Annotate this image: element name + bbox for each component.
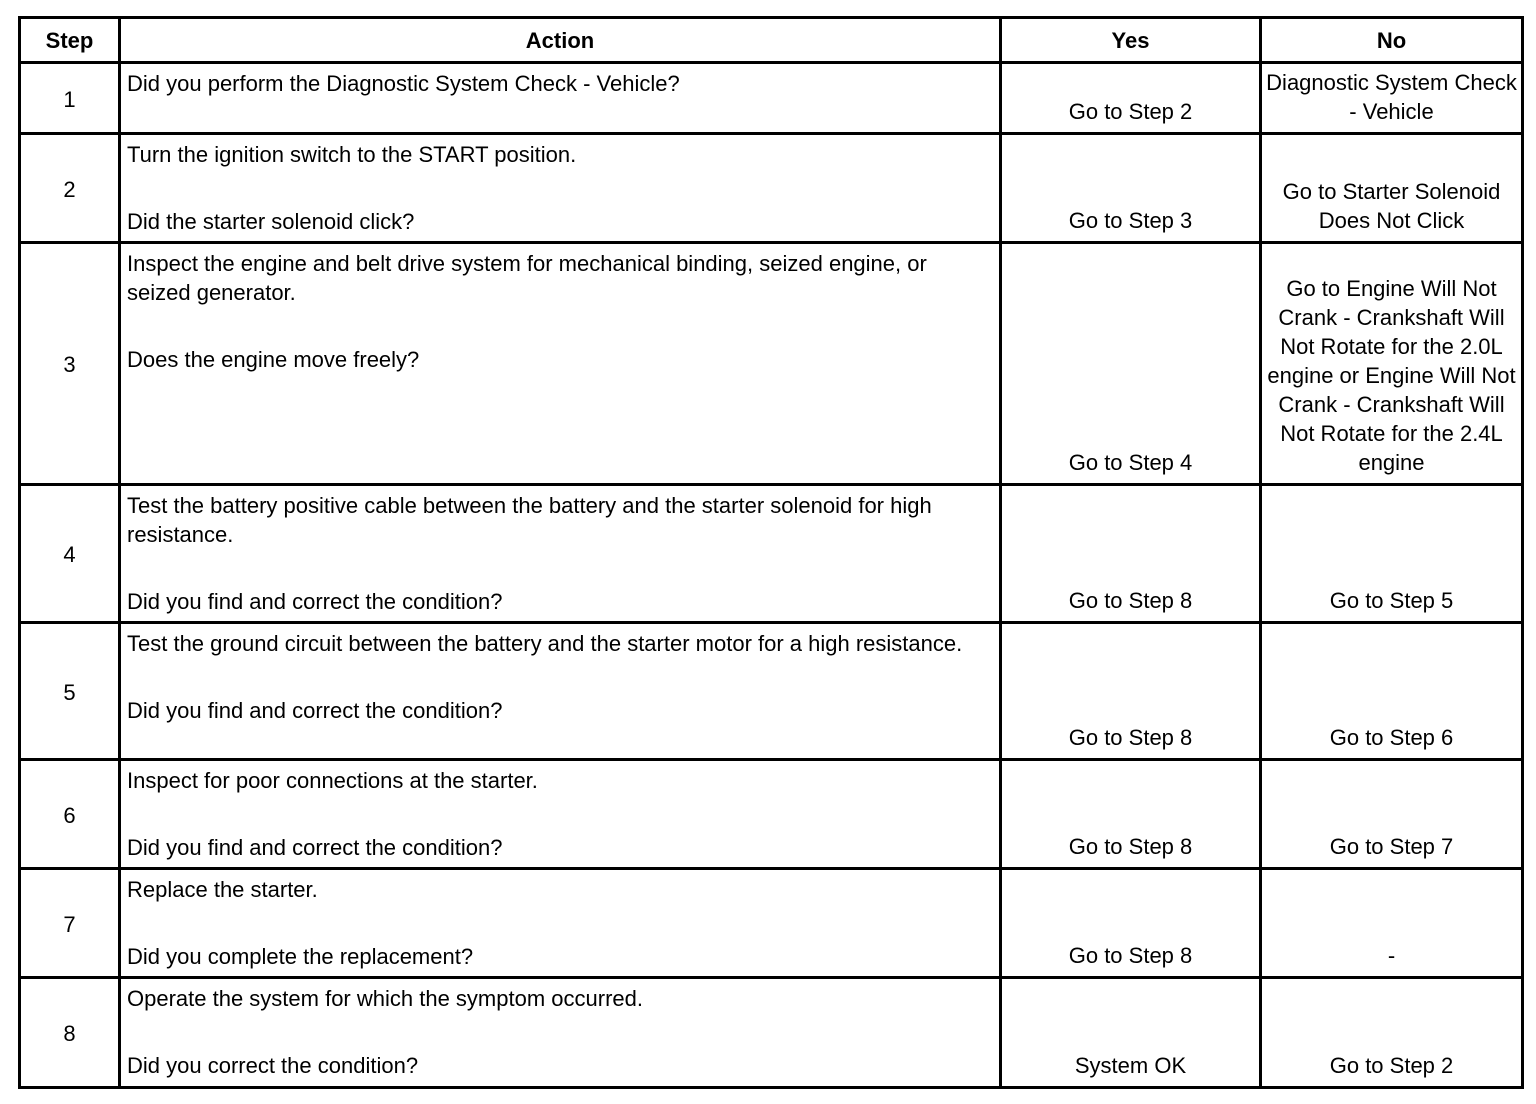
action-cell: [120, 485, 1001, 623]
action-question: Did you find and correct the condition?: [127, 835, 503, 860]
action-instruction: Test the ground circuit between the battery and the starter motor for a high resistance.: [127, 631, 963, 656]
yes-cell: System OK: [1001, 978, 1261, 1088]
action-question: Did you find and correct the condition?: [127, 589, 503, 614]
action-cell: [120, 978, 1001, 1088]
no-cell: Go to Step 2: [1261, 978, 1523, 1088]
table-row: [20, 760, 1523, 869]
action-question: Did you complete the replacement?: [127, 944, 474, 969]
action-question: Did you find and correct the condition?: [127, 698, 503, 723]
no-cell: -: [1261, 869, 1523, 978]
header-row: [20, 18, 1523, 63]
action-question: Did the starter solenoid click?: [127, 209, 415, 234]
table-row: [20, 63, 1523, 134]
action-instruction: Operate the system for which the symptom occurred.: [127, 986, 643, 1011]
no-cell: Go to Starter Solenoid Does Not Click: [1261, 134, 1523, 243]
action-instruction: Inspect for poor connections at the starter.: [127, 768, 538, 793]
table-row: [20, 485, 1523, 623]
yes-cell: Go to Step 8: [1001, 869, 1261, 978]
action-instruction: Inspect the engine and belt drive system for mechanical binding, seized engine, or seized generator.: [127, 251, 927, 305]
step-number: 8: [20, 978, 120, 1088]
action-instruction: Did you perform the Diagnostic System Check - Vehicle?: [127, 71, 680, 96]
yes-cell: Go to Step 3: [1001, 134, 1261, 243]
action-question: Does the engine move freely?: [127, 347, 420, 372]
table-row: [20, 243, 1523, 485]
header-yes: Yes: [1001, 18, 1261, 63]
no-cell: Go to Step 6: [1261, 623, 1523, 760]
step-number: 2: [20, 134, 120, 243]
step-number: 3: [20, 243, 120, 485]
no-cell: Go to Engine Will Not Crank - Crankshaft Will Not Rotate for the 2.0L engine or Engine Will Not Crank - Crankshaft Will Not Rotate for the 2.4L engine: [1261, 243, 1523, 485]
header-no: No: [1261, 18, 1523, 63]
step-number: 1: [20, 63, 120, 134]
yes-cell: Go to Step 8: [1001, 623, 1261, 760]
table-row: [20, 623, 1523, 760]
action-instruction: Test the battery positive cable between the battery and the starter solenoid for high resistance.: [127, 493, 932, 547]
yes-cell: Go to Step 8: [1001, 760, 1261, 869]
action-cell: [120, 63, 1001, 134]
no-cell: Diagnostic System Check - Vehicle: [1261, 63, 1523, 134]
action-cell: [120, 760, 1001, 869]
yes-cell: Go to Step 8: [1001, 485, 1261, 623]
table-row: [20, 978, 1523, 1088]
header-step: Step: [20, 18, 120, 63]
action-cell: [120, 623, 1001, 760]
yes-cell: Go to Step 4: [1001, 243, 1261, 485]
step-number: 4: [20, 485, 120, 623]
yes-cell: Go to Step 2: [1001, 63, 1261, 134]
header-action: Action: [120, 18, 1001, 63]
action-cell: [120, 869, 1001, 978]
step-number: 7: [20, 869, 120, 978]
step-number: 6: [20, 760, 120, 869]
action-instruction: Turn the ignition switch to the START position.: [127, 142, 577, 167]
action-instruction: Replace the starter.: [127, 877, 318, 902]
action-cell: [120, 134, 1001, 243]
table-row: [20, 134, 1523, 243]
no-cell: Go to Step 7: [1261, 760, 1523, 869]
table-row: [20, 869, 1523, 978]
no-cell: Go to Step 5: [1261, 485, 1523, 623]
diagnostic-table: [18, 16, 1524, 1089]
action-question: Did you correct the condition?: [127, 1053, 419, 1078]
action-cell: [120, 243, 1001, 485]
step-number: 5: [20, 623, 120, 760]
